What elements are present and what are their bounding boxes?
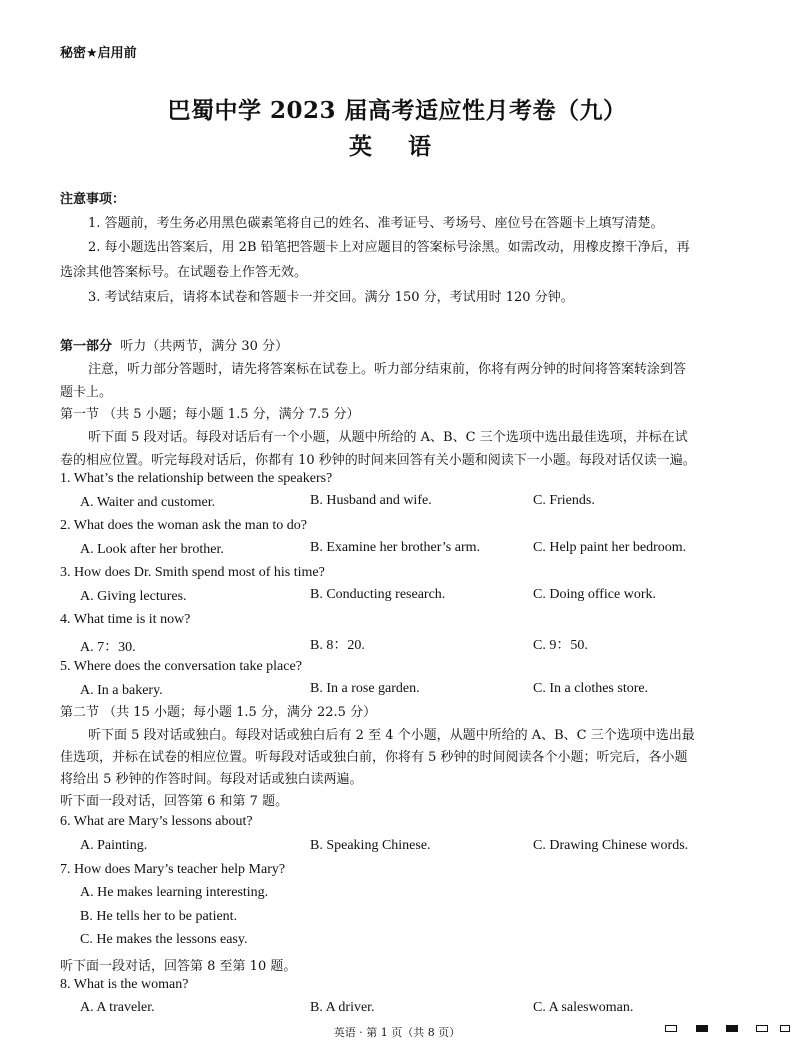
q8-option-a: A. A traveler. xyxy=(80,1000,155,1015)
question-4: 4. What time is it now? xyxy=(60,612,191,627)
q5-option-b: B. In a rose garden. xyxy=(310,681,420,696)
note-2: 2. 每小题选出答案后，用 2B 铅笔把答题卡上对应题目的答案标号涂黑。如需改动，用橡皮擦干净后，再 xyxy=(88,240,690,255)
note-2-cont: 选涂其他答案标号。在试题卷上作答无效。 xyxy=(60,265,308,280)
q6-option-c: C. Drawing Chinese words. xyxy=(533,838,689,853)
q2-option-c: C. Help paint her bedroom. xyxy=(533,540,687,555)
section1-instructions-cont: 卷的相应位置。听完每段对话后，你都有 10 秒钟的时间来回答有关小题和阅读下一小题。每段对话仅读一遍。 xyxy=(60,453,696,468)
q2-option-b: B. Examine her brother’s arm. xyxy=(310,540,481,555)
question-2: 2. What does the woman ask the man to do? xyxy=(60,518,308,533)
dialog-instruction-6-7: 听下面一段对话，回答第 6 和第 7 题。 xyxy=(60,794,289,809)
registration-mark-icon xyxy=(756,1025,768,1032)
note-3: 3. 考试结束后，请将本试卷和答题卡一并交回。满分 150 分，考试用时 120 分钟。 xyxy=(88,290,574,305)
q5-option-a: A. In a bakery. xyxy=(80,683,163,698)
q7-option-a: A. He makes learning interesting. xyxy=(80,885,269,900)
exam-subject: 英 语 xyxy=(348,133,445,160)
q7-option-c: C. He makes the lessons easy. xyxy=(80,932,248,947)
q6-option-a: A. Painting. xyxy=(80,838,148,853)
q3-option-c: C. Doing office work. xyxy=(533,587,656,602)
q2-option-a: A. Look after her brother. xyxy=(80,542,224,557)
registration-mark-icon xyxy=(696,1025,708,1032)
section2-instructions: 听下面 5 段对话或独白。每段对话或独白后有 2 至 4 个小题，从题中所给的 A、B、C 三个选项中选出最 xyxy=(88,728,695,743)
q5-option-c: C. In a clothes store. xyxy=(533,681,649,696)
section2-title: 第二节 （共 15 小题；每小题 1.5 分，满分 22.5 分） xyxy=(60,705,377,720)
part1-title: 听力（共两节，满分 30 分） xyxy=(120,339,289,354)
q1-option-b: B. Husband and wife. xyxy=(310,493,432,508)
registration-mark-icon xyxy=(726,1025,738,1032)
q3-option-a: A. Giving lectures. xyxy=(80,589,187,604)
q6-option-b: B. Speaking Chinese. xyxy=(310,838,431,853)
confidential-label: 秘密★启用前 xyxy=(60,46,137,61)
page-footer: 英语 · 第 1 页（共 8 页） xyxy=(333,1026,461,1039)
question-3: 3. How does Dr. Smith spend most of his time? xyxy=(60,565,325,580)
note-1: 1. 答题前，考生务必用黑色碳素笔将自己的姓名、准考证号、考场号、座位号在答题卡上填写清楚。 xyxy=(88,216,664,231)
section2-instructions-cont2: 将给出 5 秒钟的作答时间。每段对话或独白读两遍。 xyxy=(60,772,363,787)
q1-option-c: C. Friends. xyxy=(533,493,595,508)
q4-option-a: A. 7：30. xyxy=(80,640,136,655)
section1-instructions: 听下面 5 段对话。每段对话后有一个小题，从题中所给的 A、B、C 三个选项中选出最佳选项，并标在试 xyxy=(88,430,688,445)
question-8: 8. What is the woman? xyxy=(60,977,189,992)
registration-mark-icon xyxy=(780,1025,790,1032)
question-5: 5. Where does the conversation take place? xyxy=(60,659,302,674)
part1-note: 注意，听力部分答题时，请先将答案标在试卷上。听力部分结束前，你将有两分钟的时间将答案转涂到答 xyxy=(88,362,687,377)
section1-title: 第一节 （共 5 小题；每小题 1.5 分，满分 7.5 分） xyxy=(60,407,360,422)
question-6: 6. What are Mary’s lessons about? xyxy=(60,814,253,829)
part1-label: 第一部分 xyxy=(60,339,113,354)
q3-option-b: B. Conducting research. xyxy=(310,587,446,602)
q4-option-b: B. 8：20. xyxy=(310,638,365,653)
registration-mark-icon xyxy=(665,1025,677,1032)
q1-option-a: A. Waiter and customer. xyxy=(80,495,216,510)
notes-heading: 注意事项： xyxy=(60,192,126,207)
q8-option-c: C. A saleswoman. xyxy=(533,1000,634,1015)
q8-option-b: B. A driver. xyxy=(310,1000,375,1015)
q7-option-b: B. He tells her to be patient. xyxy=(80,909,238,924)
question-1: 1. What’s the relationship between the speakers? xyxy=(60,471,333,486)
exam-title: 巴蜀中学 2023 届高考适应性月考卷（九） xyxy=(167,97,627,124)
part1-heading xyxy=(60,335,288,354)
q4-option-c: C. 9：50. xyxy=(533,638,588,653)
question-7: 7. How does Mary’s teacher help Mary? xyxy=(60,862,286,877)
section2-instructions-cont1: 佳选项，并标在试卷的相应位置。听每段对话或独白前，你将有 5 秒钟的时间阅读各个小题；听完后，各小题 xyxy=(60,750,688,765)
part1-note-cont: 题卡上。 xyxy=(60,385,113,400)
dialog-instruction-8-10: 听下面一段对话，回答第 8 至第 10 题。 xyxy=(60,959,297,974)
